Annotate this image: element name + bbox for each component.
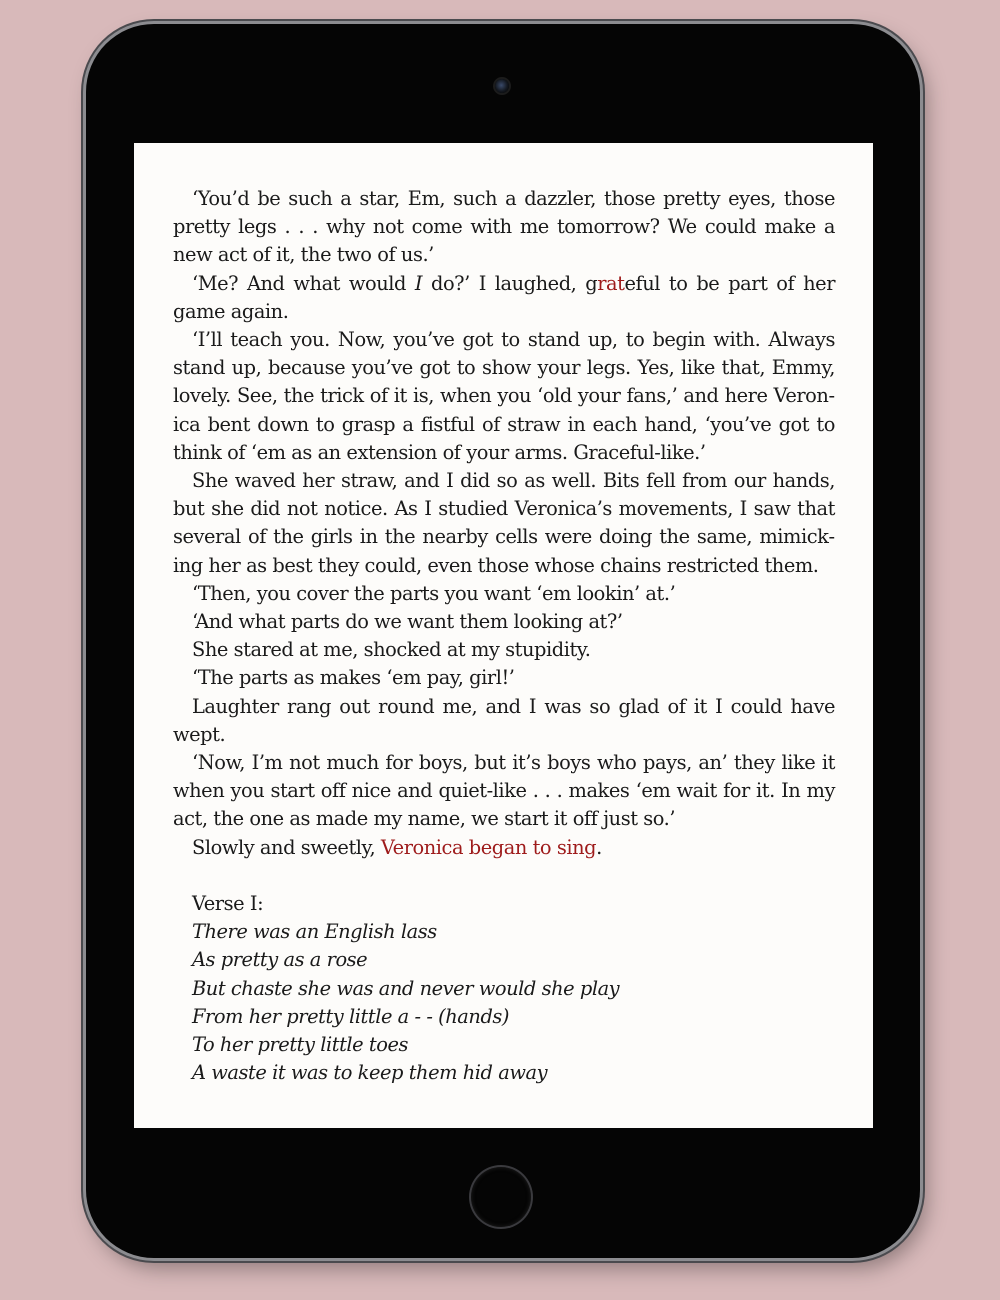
paragraph-8	[173, 664, 835, 692]
paragraph-7	[173, 636, 835, 664]
paragraph-text: ‘I’ll teach you. Now, you’ve got to stand up, to begin with. Always stand up, because you’ve got to show your legs. Yes, like that, Emmy, lovely. See, the trick of it is, when you ‘old your fans,’ and here Veronica bent down to grasp a fistful of straw in each hand, ‘you’ve got to think of ‘em as an extension of your arms. Graceful-like.’	[173, 328, 835, 464]
paragraph-text: ‘And what parts do we want them looking at?’	[192, 610, 623, 634]
paragraph-4	[173, 467, 835, 580]
blank-line	[173, 862, 835, 890]
verse-line: From her pretty little a - - (hands)	[192, 1004, 510, 1028]
highlighted-text[interactable]: Veronica began to sing	[380, 835, 597, 859]
emphasis-text: I	[414, 271, 423, 295]
paragraph-text: She waved her straw, and I did so as well. Bits fell from our hands, but she did not notice. As I studied Veronica’s movements, I saw that several of the girls in the nearby cells were doing the same, mimicking her as best they could, even those whose chains restricted them.	[173, 469, 835, 577]
paragraph-text: do?’ I laughed, g	[422, 271, 598, 295]
paragraph-text: ‘You’d be such a star, Em, such a dazzler, those pretty eyes, those pretty legs . . . why not come with me tomorrow? We could make a new act of it, the two of us.’	[173, 187, 835, 267]
verse-heading: Verse I:	[192, 892, 264, 916]
verse-line: A waste it was to keep them hid away	[192, 1061, 548, 1085]
reader-screen[interactable]	[134, 143, 873, 1128]
paragraph-9	[173, 693, 835, 749]
paragraph-text: Laughter rang out round me, and I was so glad of it I could have wept.	[173, 694, 835, 746]
paragraph-text: eful to be part of her game again.	[173, 271, 836, 323]
book-page	[173, 185, 835, 1087]
paragraph-text: Slowly and sweetly,	[192, 835, 381, 859]
tablet-device	[86, 24, 920, 1258]
verse-line: There was an English lass	[192, 920, 437, 944]
verse-line: As pretty as a rose	[192, 948, 368, 972]
paragraph-2	[173, 270, 835, 326]
paragraph-text: ‘Now, I’m not much for boys, but it’s boys who pays, an’ they like it when you start off nice and quiet-like . . . makes ‘em wait for it. In my act, the one as made my name, we start it off just so.’	[173, 751, 835, 831]
verse-line: But chaste she was and never would she play	[192, 976, 620, 1000]
paragraph-5	[173, 580, 835, 608]
paragraph-text: ‘Me? And what would	[192, 271, 415, 295]
verse-line: To her pretty little toes	[192, 1033, 408, 1057]
paragraph-text: .	[596, 835, 602, 859]
paragraph-10	[173, 749, 835, 834]
highlighted-text[interactable]: rat	[597, 271, 625, 295]
paragraph-6	[173, 608, 835, 636]
paragraph-text: ‘The parts as makes ‘em pay, girl!’	[192, 666, 515, 690]
camera-icon	[495, 79, 509, 93]
paragraph-text: ‘Then, you cover the parts you want ‘em lookin’ at.’	[192, 581, 676, 605]
paragraph-1	[173, 185, 835, 270]
paragraph-11	[173, 834, 835, 862]
paragraph-3	[173, 326, 835, 467]
home-button[interactable]	[471, 1167, 531, 1227]
paragraph-text: She stared at me, shocked at my stupidity.	[192, 638, 591, 662]
